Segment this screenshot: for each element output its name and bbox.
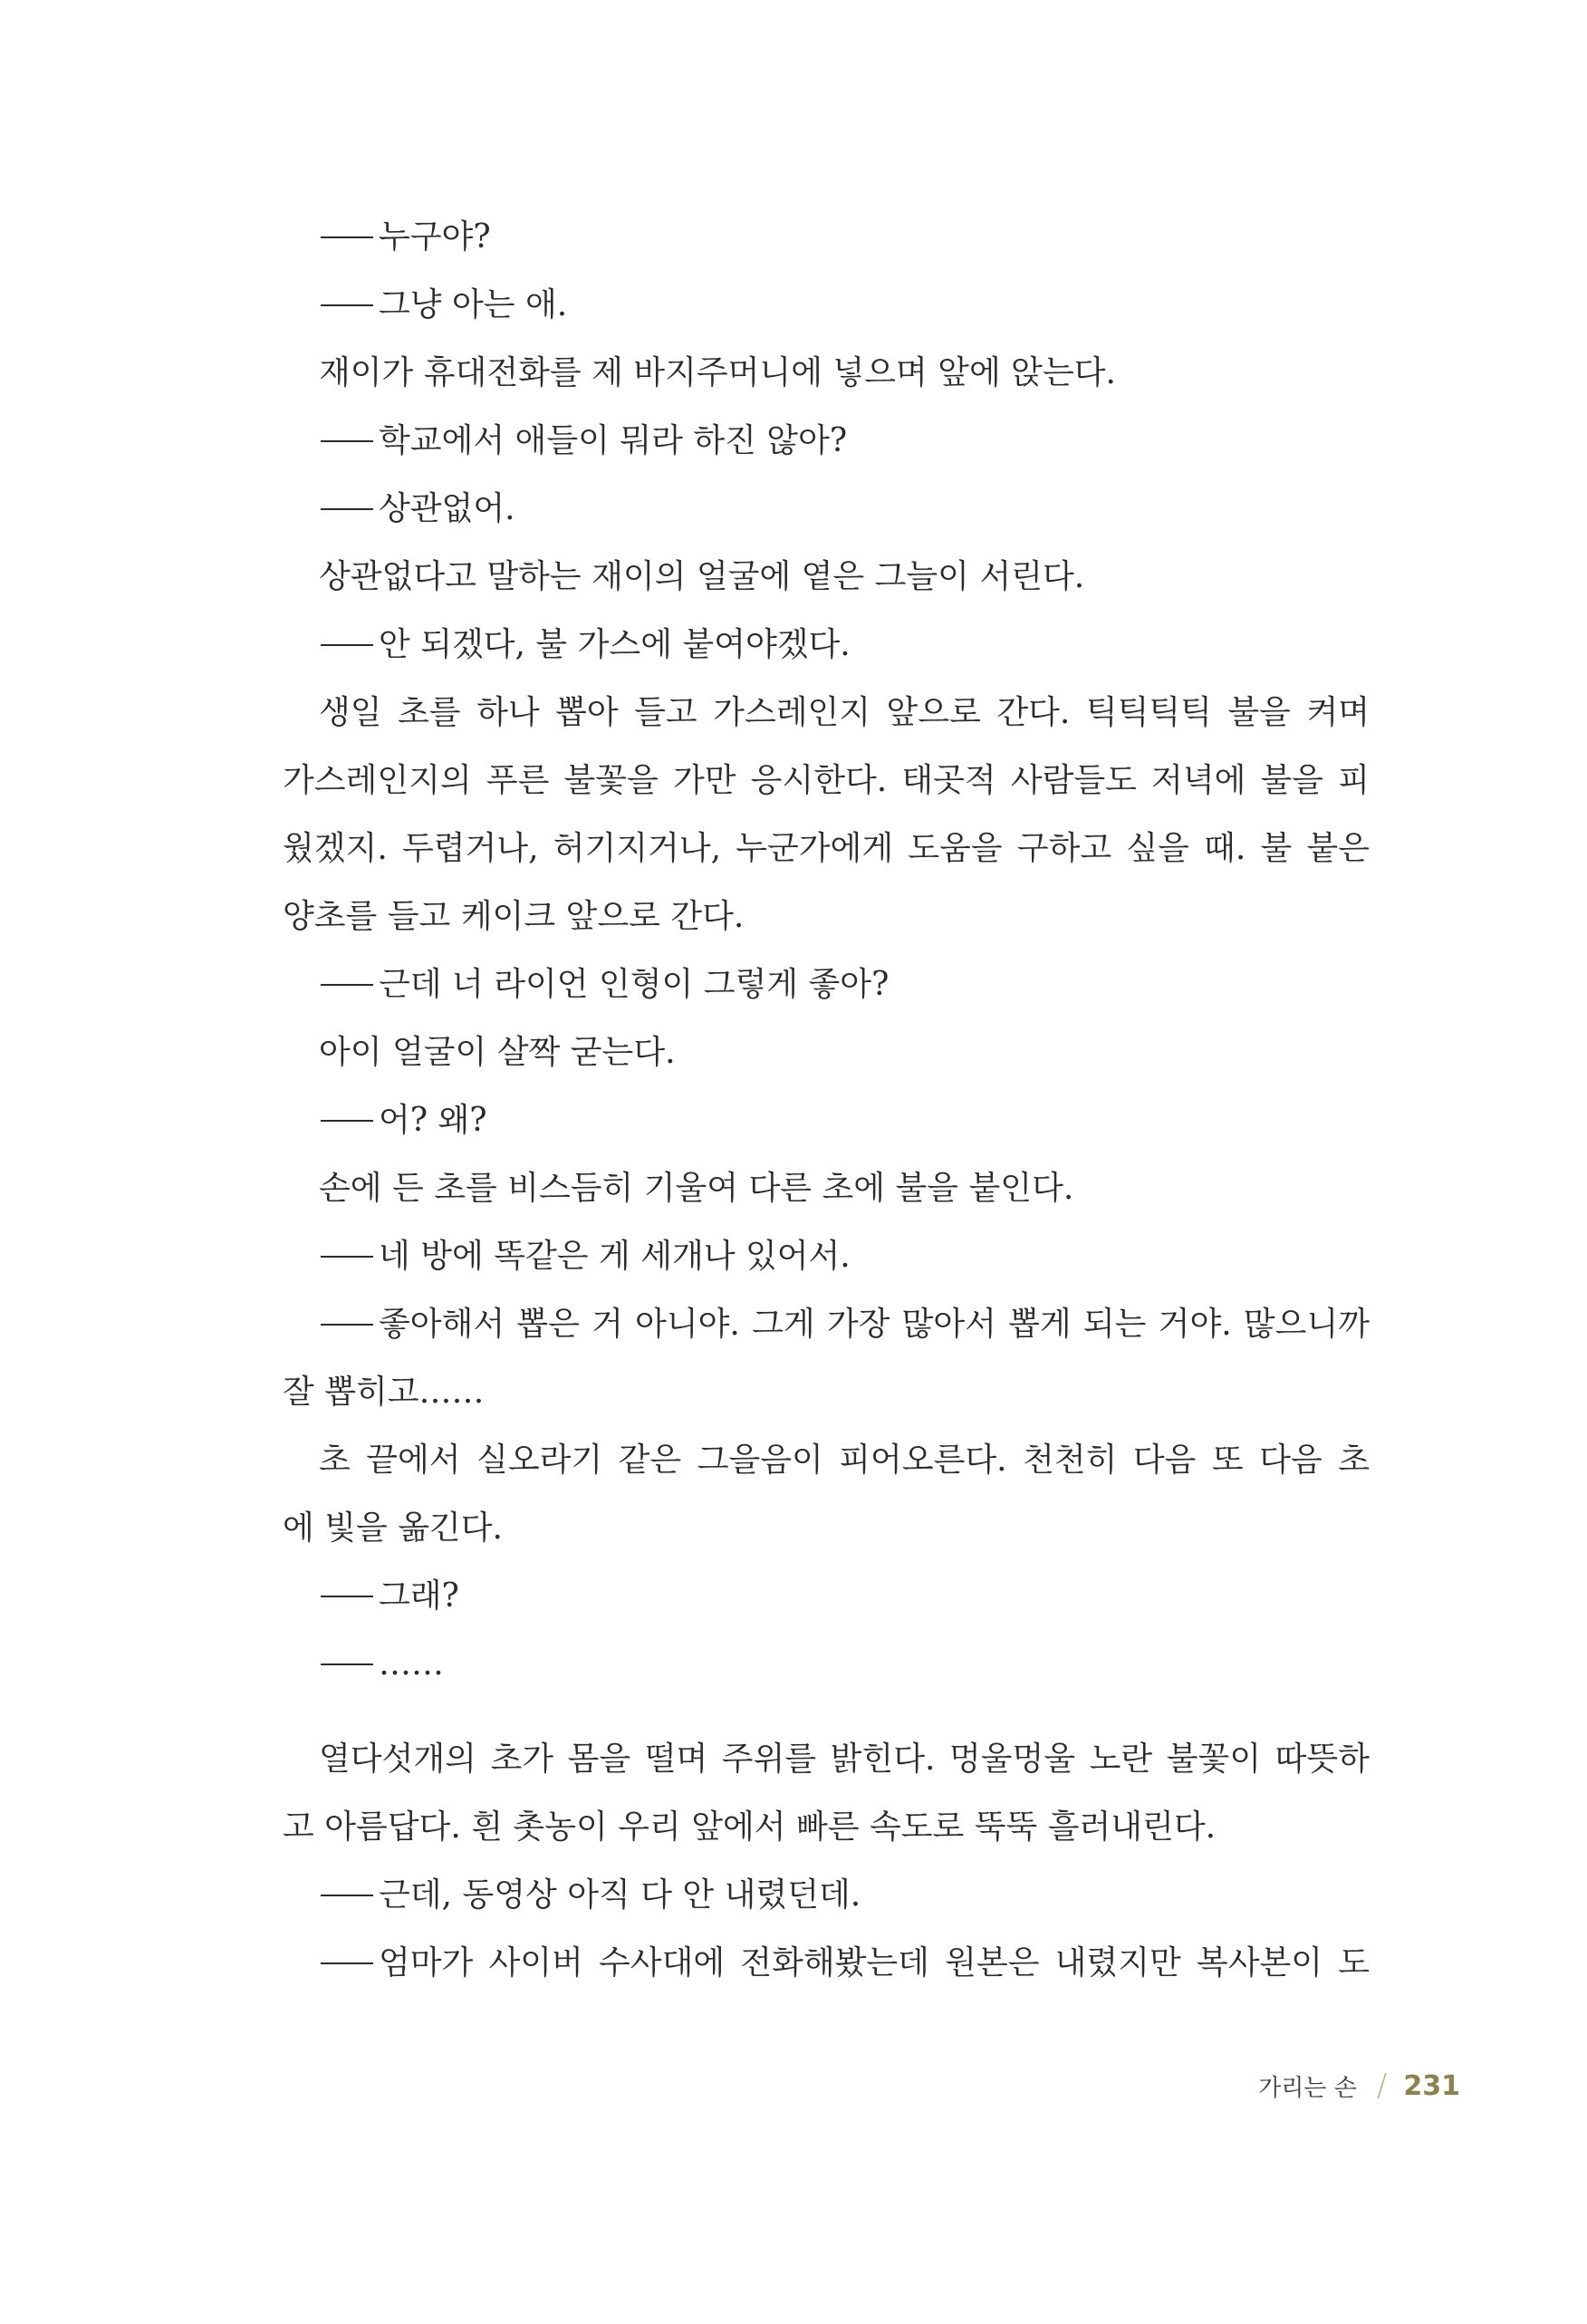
line-text: 잘 뽑히고…… bbox=[283, 1374, 485, 1411]
line-text: 상관없다고 말하는 재이의 얼굴에 옅은 그늘이 서린다. bbox=[319, 558, 1085, 595]
line-text: 네 방에 똑같은 게 세개나 있어서. bbox=[379, 1238, 851, 1275]
line-text: 근데, 동영상 아직 다 안 내렸던데. bbox=[379, 1876, 861, 1914]
em-dash bbox=[321, 304, 373, 306]
em-dash bbox=[321, 236, 373, 238]
em-dash bbox=[321, 1895, 373, 1896]
paragraph-line bbox=[283, 543, 1370, 611]
em-dash bbox=[321, 1120, 373, 1122]
paragraph-line bbox=[283, 1426, 1370, 1494]
dialogue-line bbox=[283, 611, 1370, 679]
em-dash bbox=[321, 984, 373, 986]
continuation-line bbox=[283, 882, 1370, 950]
line-text: 어? 왜? bbox=[379, 1102, 487, 1139]
dialogue-line bbox=[283, 950, 1370, 1018]
dialogue-line bbox=[283, 1086, 1370, 1154]
dialogue-line bbox=[283, 407, 1370, 475]
line-text: 누구야? bbox=[379, 218, 491, 256]
dialogue-line bbox=[283, 1222, 1370, 1290]
continuation-line bbox=[283, 747, 1370, 815]
continuation-line bbox=[283, 815, 1370, 882]
paragraph-gap bbox=[283, 1698, 1370, 1725]
paragraph-line bbox=[283, 1154, 1370, 1222]
paragraph-line bbox=[283, 1725, 1370, 1793]
line-text: 열다섯개의 초가 몸을 떨며 주위를 밝힌다. 멍울멍울 노란 불꽃이 따뜻하 bbox=[319, 1741, 1370, 1778]
em-dash bbox=[321, 508, 373, 510]
dialogue-line bbox=[283, 1290, 1370, 1358]
line-text: 안 되겠다, 불 가스에 붙여야겠다. bbox=[379, 626, 851, 663]
line-text: 초 끝에서 실오라기 같은 그을음이 피어오른다. 천천히 다음 또 다음 초 bbox=[319, 1442, 1370, 1479]
running-title: 가리는 손 bbox=[1258, 2074, 1357, 2102]
line-text: 근데 너 라이언 인형이 그렇게 좋아? bbox=[379, 966, 890, 1003]
dialogue-line bbox=[283, 475, 1370, 543]
em-dash bbox=[321, 1324, 373, 1326]
line-text: 엄마가 사이버 수사대에 전화해봤는데 원본은 내렸지만 복사본이 도 bbox=[379, 1944, 1370, 1982]
em-dash bbox=[321, 1596, 373, 1597]
line-text: 가스레인지의 푸른 불꽃을 가만 응시한다. 태곳적 사람들도 저녁에 불을 피 bbox=[283, 762, 1370, 799]
em-dash bbox=[321, 1663, 373, 1665]
paragraph-line bbox=[283, 339, 1370, 407]
em-dash bbox=[321, 1962, 373, 1964]
line-text: 그래? bbox=[379, 1577, 459, 1615]
line-text: 손에 든 초를 비스듬히 기울여 다른 초에 불을 붙인다. bbox=[319, 1170, 1074, 1207]
line-text: 생일 초를 하나 뽑아 들고 가스레인지 앞으로 간다. 틱틱틱틱 불을 켜며 bbox=[319, 694, 1370, 731]
continuation-line bbox=[283, 1793, 1370, 1861]
em-dash bbox=[321, 440, 373, 442]
line-text: 재이가 휴대전화를 제 바지주머니에 넣으며 앞에 앉는다. bbox=[319, 354, 1116, 391]
dialogue-line bbox=[283, 1929, 1370, 1997]
line-text: 아이 얼굴이 살짝 굳는다. bbox=[319, 1034, 676, 1071]
line-text: 양초를 들고 케이크 앞으로 간다. bbox=[283, 898, 745, 935]
dialogue-line bbox=[283, 1630, 1370, 1698]
paragraph-line bbox=[283, 679, 1370, 747]
em-dash bbox=[321, 1256, 373, 1258]
footer-separator: / bbox=[1376, 2068, 1388, 2104]
em-dash bbox=[321, 644, 373, 646]
line-text: 그냥 아는 애. bbox=[379, 286, 568, 323]
continuation-line bbox=[283, 1358, 1370, 1426]
page-footer bbox=[1258, 2068, 1460, 2104]
line-text: 웠겠지. 두렵거나, 허기지거나, 누군가에게 도움을 구하고 싶을 때. 불 붙은 bbox=[283, 830, 1370, 867]
line-text: 좋아해서 뽑은 거 아니야. 그게 가장 많아서 뽑게 되는 거야. 많으니까 bbox=[379, 1306, 1370, 1343]
line-text: 에 빛을 옮긴다. bbox=[283, 1509, 503, 1547]
dialogue-line bbox=[283, 1562, 1370, 1630]
dialogue-line bbox=[283, 1861, 1370, 1929]
line-text: 학교에서 애들이 뭐라 하진 않아? bbox=[379, 422, 848, 459]
line-text: 상관없어. bbox=[379, 490, 515, 527]
page-body bbox=[283, 203, 1370, 1997]
dialogue-line bbox=[283, 203, 1370, 271]
continuation-line bbox=[283, 1494, 1370, 1562]
page-number: 231 bbox=[1403, 2069, 1460, 2102]
paragraph-line bbox=[283, 1018, 1370, 1086]
line-text: …… bbox=[379, 1645, 444, 1683]
dialogue-line bbox=[283, 271, 1370, 339]
line-text: 고 아름답다. 흰 촛농이 우리 앞에서 빠른 속도로 뚝뚝 흘러내린다. bbox=[283, 1808, 1217, 1846]
